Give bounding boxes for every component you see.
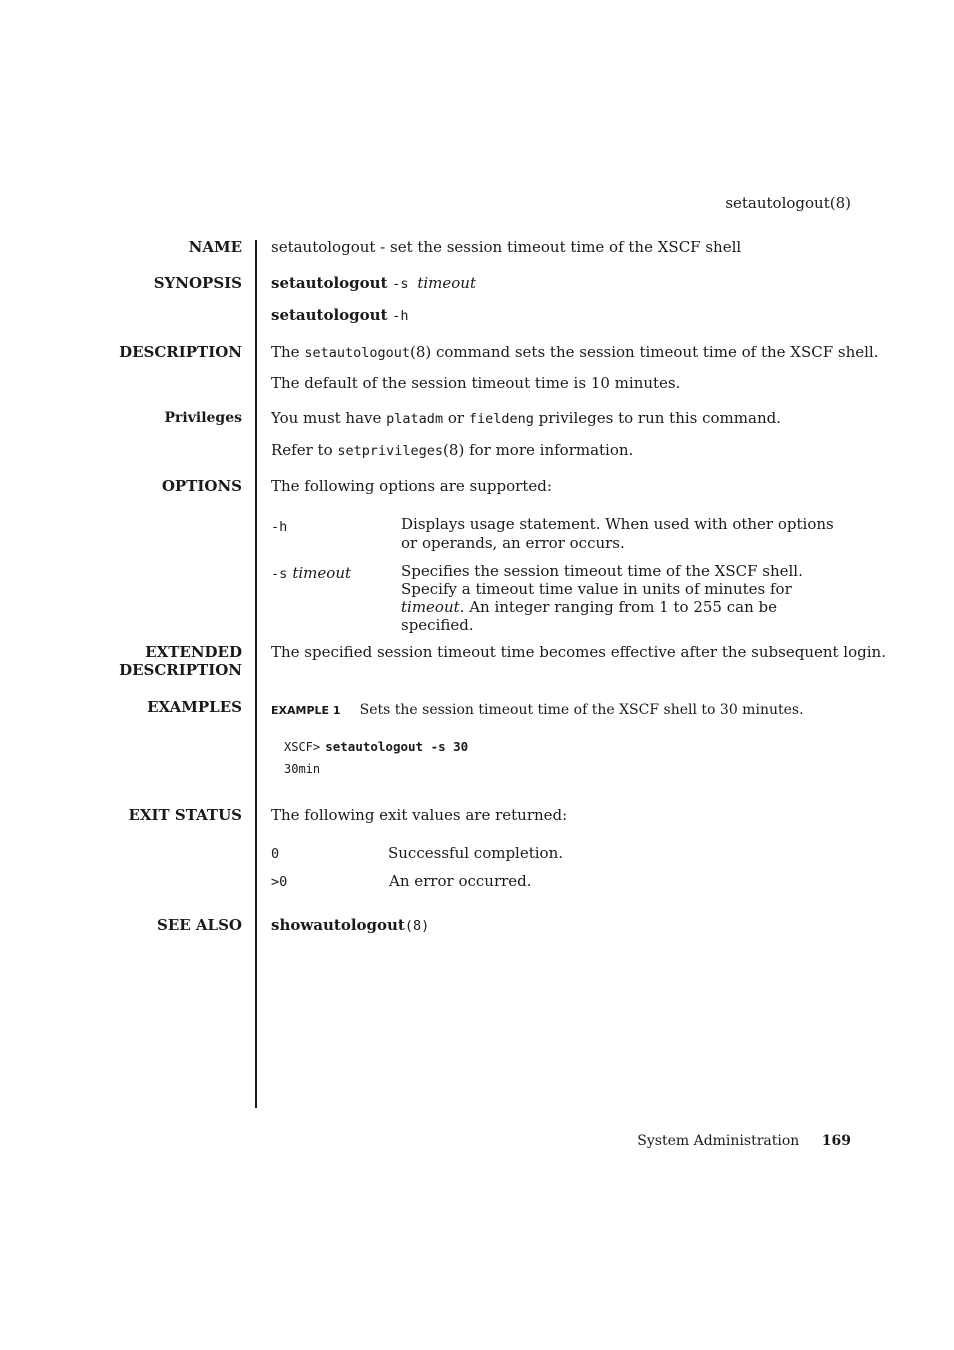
text-run: (8) command sets the session timeout time of the XSCF shell.	[409, 343, 879, 361]
description-paragraph-1	[271, 343, 878, 361]
text-run: or	[443, 409, 469, 427]
inline-code: setprivileges	[337, 443, 444, 459]
example-command: setautologout -s 30	[325, 739, 469, 754]
text-run: privileges to run this command.	[533, 409, 781, 427]
example-title: Sets the session timeout time of the XSCF shell to 30 minutes.	[359, 702, 804, 718]
see-also-command: showautologout	[271, 916, 405, 934]
section-label-description: DESCRIPTION	[119, 343, 242, 361]
description-paragraph-2: The default of the session timeout time is 10 minutes.	[271, 374, 681, 392]
inline-code: fieldeng	[468, 411, 534, 427]
exit-value-desc: Successful completion.	[388, 844, 564, 862]
name-text: setautologout - set the session timeout time of the XSCF shell	[271, 238, 742, 256]
section-divider-rule	[255, 240, 257, 1108]
text-run: You must have	[271, 409, 387, 427]
section-label-see-also: SEE ALSO	[156, 916, 242, 934]
option-flag: -h	[271, 519, 288, 535]
text-run: Refer to	[271, 441, 338, 459]
example-command-line	[284, 736, 468, 755]
option-desc-s	[401, 562, 846, 634]
extended-description-text: The specified session timeout time becomes effective after the subsequent login.	[271, 643, 886, 661]
see-also-reference	[271, 916, 429, 934]
page-number: 169	[821, 1133, 851, 1149]
section-label-options: OPTIONS	[161, 477, 242, 495]
label-line: EXTENDED	[145, 643, 242, 661]
text-run: . An integer ranging from 1 to 255 can be specified.	[401, 598, 777, 634]
privileges-paragraph-1	[271, 409, 781, 427]
exit-status-intro: The following exit values are returned:	[271, 806, 568, 824]
text-run: (8) for more information.	[443, 441, 634, 459]
synopsis-line-1	[271, 274, 476, 292]
synopsis-option: -h	[392, 308, 409, 324]
section-label-name: NAME	[188, 238, 242, 256]
synopsis-line-2	[271, 306, 409, 324]
option-flag: -s	[271, 566, 288, 582]
section-label-extended	[119, 643, 242, 679]
man-section: (8)	[404, 918, 430, 934]
options-intro: The following options are supported:	[271, 477, 552, 495]
section-label-privileges: Privileges	[164, 410, 242, 426]
text-run: Specifies the session timeout time of the XSCF shell. Specify a timeout time value in units of minutes for	[401, 562, 803, 598]
exit-value-desc: An error occurred.	[389, 872, 532, 890]
privileges-paragraph-2	[271, 441, 633, 459]
option-desc-h: Displays usage statement. When used with other options or operands, an error occurs.	[401, 515, 834, 552]
example-number: EXAMPLE 1	[271, 704, 341, 717]
running-header: setautologout(8)	[725, 194, 851, 212]
option-term-s	[271, 563, 351, 582]
inline-code: setautologout	[304, 345, 410, 361]
option-argument: timeout	[292, 564, 352, 582]
exit-value: 0	[271, 846, 280, 862]
page-footer	[637, 1133, 851, 1149]
synopsis-command: setautologout	[271, 274, 388, 292]
emphasis-text: timeout	[401, 598, 460, 616]
section-label-synopsis: SYNOPSIS	[153, 274, 242, 292]
example-output: 30min	[284, 762, 321, 776]
inline-code: platadm	[386, 411, 444, 427]
shell-prompt: XSCF>	[284, 740, 321, 754]
section-label-examples: EXAMPLES	[147, 698, 242, 716]
synopsis-option: -s	[392, 276, 409, 292]
option-term-h	[271, 516, 287, 535]
synopsis-argument: timeout	[417, 274, 476, 292]
exit-value: >0	[271, 874, 288, 890]
synopsis-command: setautologout	[271, 306, 388, 324]
footer-book-title: System Administration	[637, 1133, 800, 1149]
text-run: The	[271, 343, 305, 361]
label-line: DESCRIPTION	[119, 661, 242, 679]
section-label-exit-status: EXIT STATUS	[128, 806, 242, 824]
example-heading	[271, 699, 804, 718]
